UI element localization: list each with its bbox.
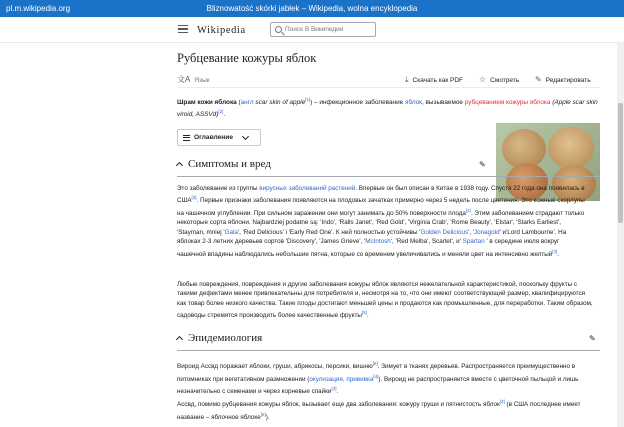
link[interactable]: Gala (224, 228, 238, 236)
scrollbar-thumb[interactable] (618, 103, 623, 223)
lead-bold-term: Шрам кожи яблока (177, 99, 237, 107)
section-title: Симптомы и вред (188, 158, 271, 170)
lead-text: ( (236, 99, 241, 107)
search-box[interactable] (270, 22, 376, 37)
search-icon (275, 26, 282, 33)
download-pdf-button[interactable] (405, 76, 463, 84)
ref-link[interactable]: [1] (305, 97, 311, 102)
menu-icon[interactable] (178, 25, 188, 33)
link-viroid[interactable]: рубцеванием кожуры яблока (464, 99, 551, 107)
ref-link[interactable]: [3] (191, 195, 197, 201)
section-paragraph: Вироид Ассвд поражает яблоки, груши, абрикосы, персики, вишню[6]. Зимует в тканях деревьев. Распространяется преимущественно в питомниках при вегетативном размножении (окулизация, прививка[4]). Вироид не распространяется вместе с цветочной пыльцой и лишь незначительно с семенами и через корневые спайки[3]. (177, 361, 579, 396)
window-title: Bliznowatość skórki jabłek – Wikipedia, wolna encyklopedia (206, 4, 418, 13)
chevron-down-icon (242, 133, 249, 140)
link-apple[interactable]: яблок (404, 99, 422, 107)
section-paragraph: Любые повреждения, повреждения и другие заболевания кожуры яблок являются нежелательной характеристикой, поскольку фрукты с такими дефектами менее привлекательны для потребителя и, несмотря на то, что они имеют соответствующий размер, квалифицируются как товар более низкого качества. Такие плоды достигают меньшей цены и продаются как промышленные, для переработки. Таким образом, садоводы стремятся производить более качественные фрукты[5]. (177, 281, 593, 320)
pencil-icon[interactable]: ✎ (589, 334, 596, 343)
language-button[interactable] (177, 76, 210, 84)
link[interactable]: McIntosh (365, 238, 391, 246)
toc-button[interactable] (177, 129, 261, 146)
section-heading-epidemiology[interactable] (177, 332, 262, 344)
page-title: Рубцевание кожуры яблок (177, 51, 317, 65)
star-icon: ☆ (479, 75, 487, 84)
chevron-up-icon (176, 162, 183, 169)
edit-button[interactable] (535, 76, 591, 84)
ref-link[interactable]: [5] (361, 310, 367, 316)
section-divider (177, 176, 600, 177)
section-heading-symptoms[interactable] (177, 158, 271, 170)
page-toolbar (177, 74, 600, 88)
language-label: Язык (194, 76, 210, 84)
wikipedia-logo[interactable]: Wikipedia (197, 25, 246, 36)
lead-text: ) – инфекционное заболевание (310, 99, 405, 107)
pencil-icon: ✎ (535, 75, 542, 84)
lead-paragraph (177, 95, 600, 119)
ref-link[interactable]: [4] (373, 373, 379, 379)
window-titlebar (0, 0, 624, 17)
toc-label: Оглавление (194, 134, 234, 141)
site-header (0, 17, 624, 43)
watch-label: Смотреть (490, 76, 520, 84)
download-label: Скачать как PDF (412, 76, 463, 84)
search-input[interactable] (285, 24, 373, 35)
edit-label: Редактировать (545, 76, 591, 84)
ref-link[interactable]: [6] (260, 411, 266, 417)
language-icon: 文A (177, 75, 191, 84)
link[interactable]: Jonagold (474, 228, 500, 236)
link[interactable]: Spartan (462, 238, 485, 246)
link[interactable]: вирусных заболеваний растений (259, 185, 356, 192)
watch-button[interactable] (479, 76, 519, 84)
pencil-icon[interactable]: ✎ (479, 160, 486, 169)
download-icon: ⤓ (405, 75, 409, 84)
ref-link[interactable]: [3] (331, 386, 337, 391)
lead-latin-label-link[interactable]: англ (240, 99, 254, 107)
ref-link[interactable]: [3] (552, 248, 558, 254)
chevron-up-icon (176, 336, 183, 343)
section-paragraph: Ассвд, помимо рубцевания кожуры яблок, вызывает еще два заболевания: кожуру груши и пятнистость яблок[3] (в США последнее имеет название – яблочное яблоке[6]). (177, 399, 581, 421)
list-icon (183, 135, 190, 141)
ref-link[interactable]: [2] (218, 109, 224, 115)
section-paragraph: Это заболевание из группы вирусных заболеваний растений. Впервые он был описан в Китае в 1938 году. Спустя 22 года она появилась в США[3]. Первые признаки заболевания появляются на плодовых зачатках примерно через 5 недель после цветения. Это кожные скорлупы на чашечном углублении. При сильном заражении они могут занимать до 50% поверхности плода[4]. Этим заболеванием страдают только некоторые сорта яблони. Najbardziej podatne są: 'Indo', 'Ralls Janet', 'Red Gold', 'Virginia Crab', 'Rome Beauty', 'Elstar', 'Starks Earliest', 'Stayman, mniej 'Gala', 'Red Delicious' i 'Early Red One'. К ней полностью устойчивы 'Golden Delicious', 'Jonagold' и'Lord Lambourne'. На яблоках 2-3 летних деревьев сортов 'Discovery', 'James Grieve', 'McIntosh', 'Red Melba', Scarlet', и' Spartan ' в середине июля вокруг чашечной впадины наблюдались небольшие пятна, которые со временем увеличивались и меняли цвет на интенсивно желтый[3]. (177, 185, 585, 258)
lead-text: . (223, 111, 226, 119)
section-title: Эпидемиология (188, 332, 263, 344)
ref-link[interactable]: [6] (372, 361, 378, 366)
vertical-scrollbar[interactable] (617, 43, 624, 427)
lead-text-latin: (Apple scar skin viroid, ASSVd) (177, 99, 598, 119)
ref-link[interactable]: [4] (465, 207, 471, 213)
link[interactable]: окулизация, прививка (309, 375, 374, 383)
lead-latin-text: scar skin of apple (253, 99, 306, 107)
lead-text: , вызываемое (421, 99, 465, 107)
window-url: pl.m.wikipedia.org (6, 4, 71, 13)
section-divider (177, 350, 600, 351)
link[interactable]: Golden Delicious (420, 228, 469, 236)
ref-link[interactable]: [3] (499, 399, 505, 404)
